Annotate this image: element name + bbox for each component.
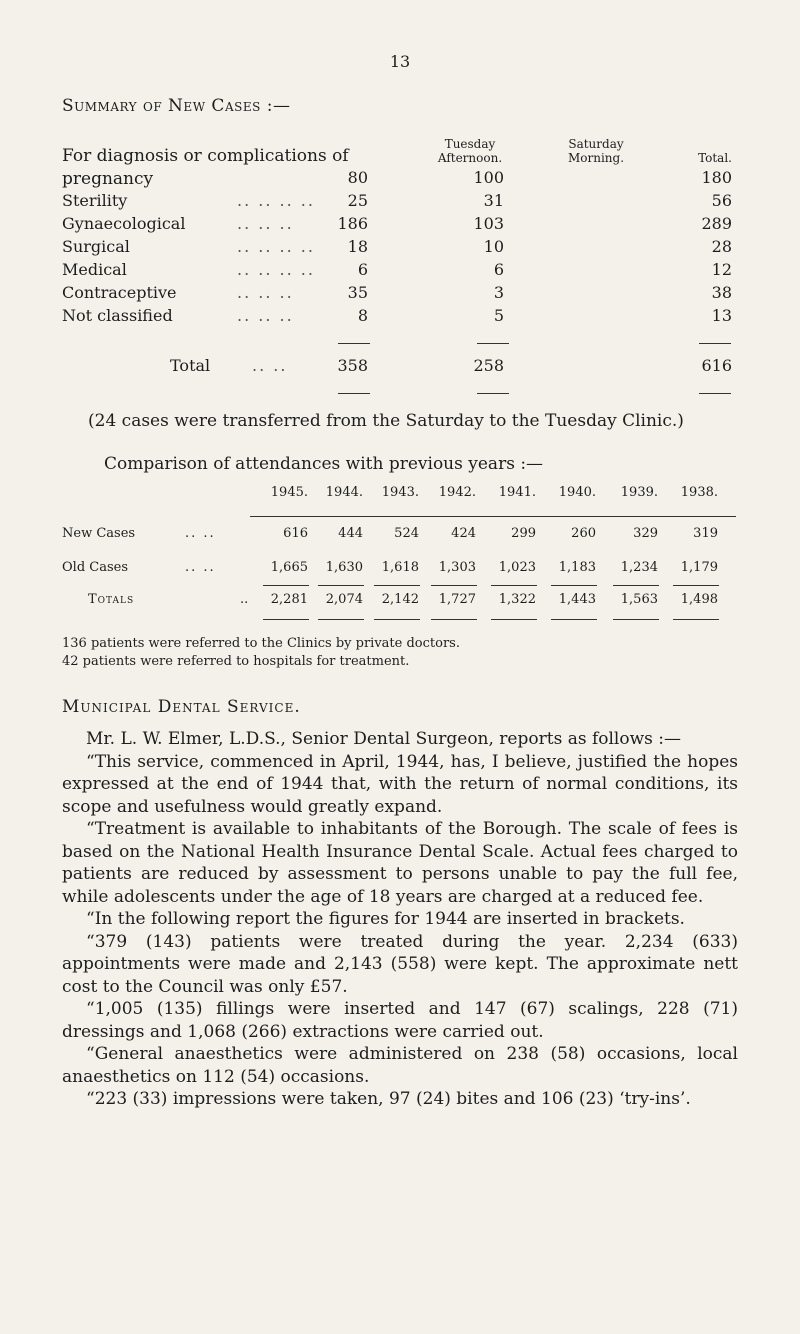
leader-dots: .. .. (185, 560, 216, 575)
table-row (62, 306, 732, 328)
paragraph: Mr. L. W. Elmer, L.D.S., Senior Dental Surgeon, reports as follows :— (86, 729, 681, 749)
sum-rule (338, 343, 370, 344)
cell-saturday: 5 (493, 306, 504, 325)
leader-dots: .. .. (252, 356, 288, 375)
dental-heading: Municipal Dental Service. (62, 697, 301, 717)
leader-dots: .. .. .. .. (237, 237, 315, 256)
cell-tuesday: 18 (347, 237, 368, 256)
cell-value: 2,281 (270, 592, 308, 607)
cell-value: 616 (283, 526, 308, 541)
cell-saturday: 10 (483, 237, 504, 256)
year-header: 1945. (270, 485, 308, 500)
cell-value: 1,303 (438, 560, 476, 575)
table-row (62, 237, 732, 259)
transfer-note: (24 cases were transferred from the Saturday to the Tuesday Clinic.) (88, 411, 684, 431)
row-label: Surgical (62, 237, 130, 256)
cell-saturday: 100 (473, 168, 504, 187)
cell-tuesday: 80 (347, 168, 368, 187)
cell-value: 1,023 (498, 560, 536, 575)
sum-rule (431, 585, 477, 586)
row-label: Totals (88, 592, 135, 607)
header-rule (250, 516, 736, 517)
cell-value: 2,074 (325, 592, 363, 607)
cell-saturday: 3 (493, 283, 504, 302)
sum-rule (477, 343, 509, 344)
col-header-total: Total. (698, 151, 732, 165)
cell-value: 424 (451, 526, 476, 541)
leader-dots: .. .. .. .. (237, 260, 315, 279)
year-header: 1939. (620, 485, 658, 500)
cell-value: 2,142 (381, 592, 419, 607)
year-header: 1943. (381, 485, 419, 500)
cell-value: 1,183 (558, 560, 596, 575)
cell-tuesday: 25 (347, 191, 368, 210)
sum-rule (374, 585, 420, 586)
sum-rule (318, 619, 364, 620)
cell-tuesday: 35 (347, 283, 368, 302)
leader-dots: .. (240, 592, 249, 607)
sum-rule (699, 343, 731, 344)
cell-total: 56 (711, 191, 732, 210)
row-label: Contraceptive (62, 283, 177, 302)
sum-rule (263, 585, 309, 586)
sum-rule (673, 585, 719, 586)
paragraph: “Treatment is available to inhabitants of the Borough. The scale of fees is based on the National Health Insurance Dental Scale. Actual fees charged to patients are reduced by assessment to persons unable to pay the full fee, while adolescents under the age of 18 years are charged at a reduced fee. (62, 819, 738, 907)
leader-dots: .. .. .. .. (237, 191, 315, 210)
sum-rule (491, 619, 537, 620)
cell-value: 1,443 (558, 592, 596, 607)
leader-dots: .. .. .. (237, 306, 294, 325)
table-row (62, 214, 732, 236)
row-label: Gynaecological (62, 214, 186, 233)
dental-report (62, 728, 738, 1111)
table-row (62, 283, 732, 305)
cell-saturday: 6 (493, 260, 504, 279)
cell-total: 180 (701, 168, 732, 187)
cell-total: 616 (701, 356, 732, 375)
row-label (62, 145, 422, 191)
year-header: 1941. (498, 485, 536, 500)
year-header: 1944. (325, 485, 363, 500)
table-row (62, 260, 732, 282)
sum-rule (491, 585, 537, 586)
cell-value: 1,618 (381, 560, 419, 575)
cell-value: 1,179 (680, 560, 718, 575)
cell-saturday: 31 (483, 191, 504, 210)
paragraph: “1,005 (135) fillings were inserted and 147 (67) scalings, 228 (71) dressings and 1,068 (266) extractions were carried out. (62, 999, 738, 1042)
total-label: Total (170, 356, 211, 375)
cell-value: 1,498 (680, 592, 718, 607)
cell-total: 12 (711, 260, 732, 279)
cell-value: 1,665 (270, 560, 308, 575)
row-label: Sterility (62, 191, 128, 210)
cell-tuesday: 358 (337, 356, 368, 375)
table-total-row (62, 356, 732, 378)
cell-saturday: 258 (473, 356, 504, 375)
row-label: Old Cases (62, 560, 129, 575)
comparison-intro: Comparison of attendances with previous years :— (104, 454, 544, 474)
cell-value: 260 (571, 526, 596, 541)
year-header: 1938. (680, 485, 718, 500)
cell-tuesday: 8 (357, 306, 368, 325)
row-label: Medical (62, 260, 127, 279)
sum-rule (374, 619, 420, 620)
leader-dots: .. .. .. (237, 214, 294, 233)
cell-value: 319 (693, 526, 718, 541)
sum-rule (338, 393, 370, 394)
cell-tuesday: 6 (357, 260, 368, 279)
paragraph: “379 (143) patients were treated during the year. 2,234 (633) appointments were made and 2,143 (558) were kept. The approximate nett cost to the Council was only £57. (62, 931, 738, 997)
cell-value: 1,234 (620, 560, 658, 575)
cell-value: 444 (338, 526, 363, 541)
sum-rule (613, 585, 659, 586)
cell-total: 13 (711, 306, 732, 325)
paragraph: “This service, commenced in April, 1944, has, I believe, justified the hopes expressed at the end of 1944 that, with the return of normal conditions, its scope and usefulness would greatly expand. (62, 751, 738, 817)
cell-total: 28 (711, 237, 732, 256)
row-label: Not classified (62, 306, 173, 325)
summary-heading: Summary of New Cases :— (62, 96, 291, 116)
cell-value: 299 (511, 526, 536, 541)
sum-rule (318, 585, 364, 586)
sum-rule (477, 393, 509, 394)
table-row (62, 191, 732, 213)
cell-total: 38 (711, 283, 732, 302)
cell-value: 1,630 (325, 560, 363, 575)
sum-rule (551, 585, 597, 586)
sum-rule (551, 619, 597, 620)
row-label-text: For diagnosis or complications of pregnancy (62, 146, 349, 189)
paragraph: “General anaesthetics were administered on 238 (58) occasions, local anaesthetics on 112 (54) occasions. (62, 1044, 738, 1087)
row-label: New Cases (62, 526, 136, 541)
col-header-saturday: Saturday Morning. (567, 137, 625, 165)
cell-value: 1,563 (620, 592, 658, 607)
cell-value: 524 (394, 526, 419, 541)
cell-value: 329 (633, 526, 658, 541)
sum-rule (431, 619, 477, 620)
page-number: 13 (389, 52, 411, 71)
cell-total: 289 (701, 214, 732, 233)
referral-note: 136 patients were referred to the Clinics by private doctors. (62, 636, 460, 651)
sum-rule (699, 393, 731, 394)
cell-tuesday: 186 (337, 214, 368, 233)
paragraph: “223 (33) impressions were taken, 97 (24) bites and 106 (23) ‘try-ins’. (86, 1089, 691, 1109)
year-header: 1942. (438, 485, 476, 500)
referral-note: 42 patients were referred to hospitals for treatment. (62, 654, 410, 669)
sum-rule (673, 619, 719, 620)
col-header-tuesday: Tuesday Afternoon. (437, 137, 503, 165)
paragraph: “In the following report the figures for 1944 are inserted in brackets. (86, 909, 685, 929)
sum-rule (263, 619, 309, 620)
year-header: 1940. (558, 485, 596, 500)
leader-dots: .. .. (185, 526, 216, 541)
sum-rule (613, 619, 659, 620)
cell-value: 1,322 (498, 592, 536, 607)
cell-value: 1,727 (438, 592, 476, 607)
table-row (62, 145, 732, 189)
leader-dots: .. .. .. (237, 283, 294, 302)
cell-saturday: 103 (473, 214, 504, 233)
